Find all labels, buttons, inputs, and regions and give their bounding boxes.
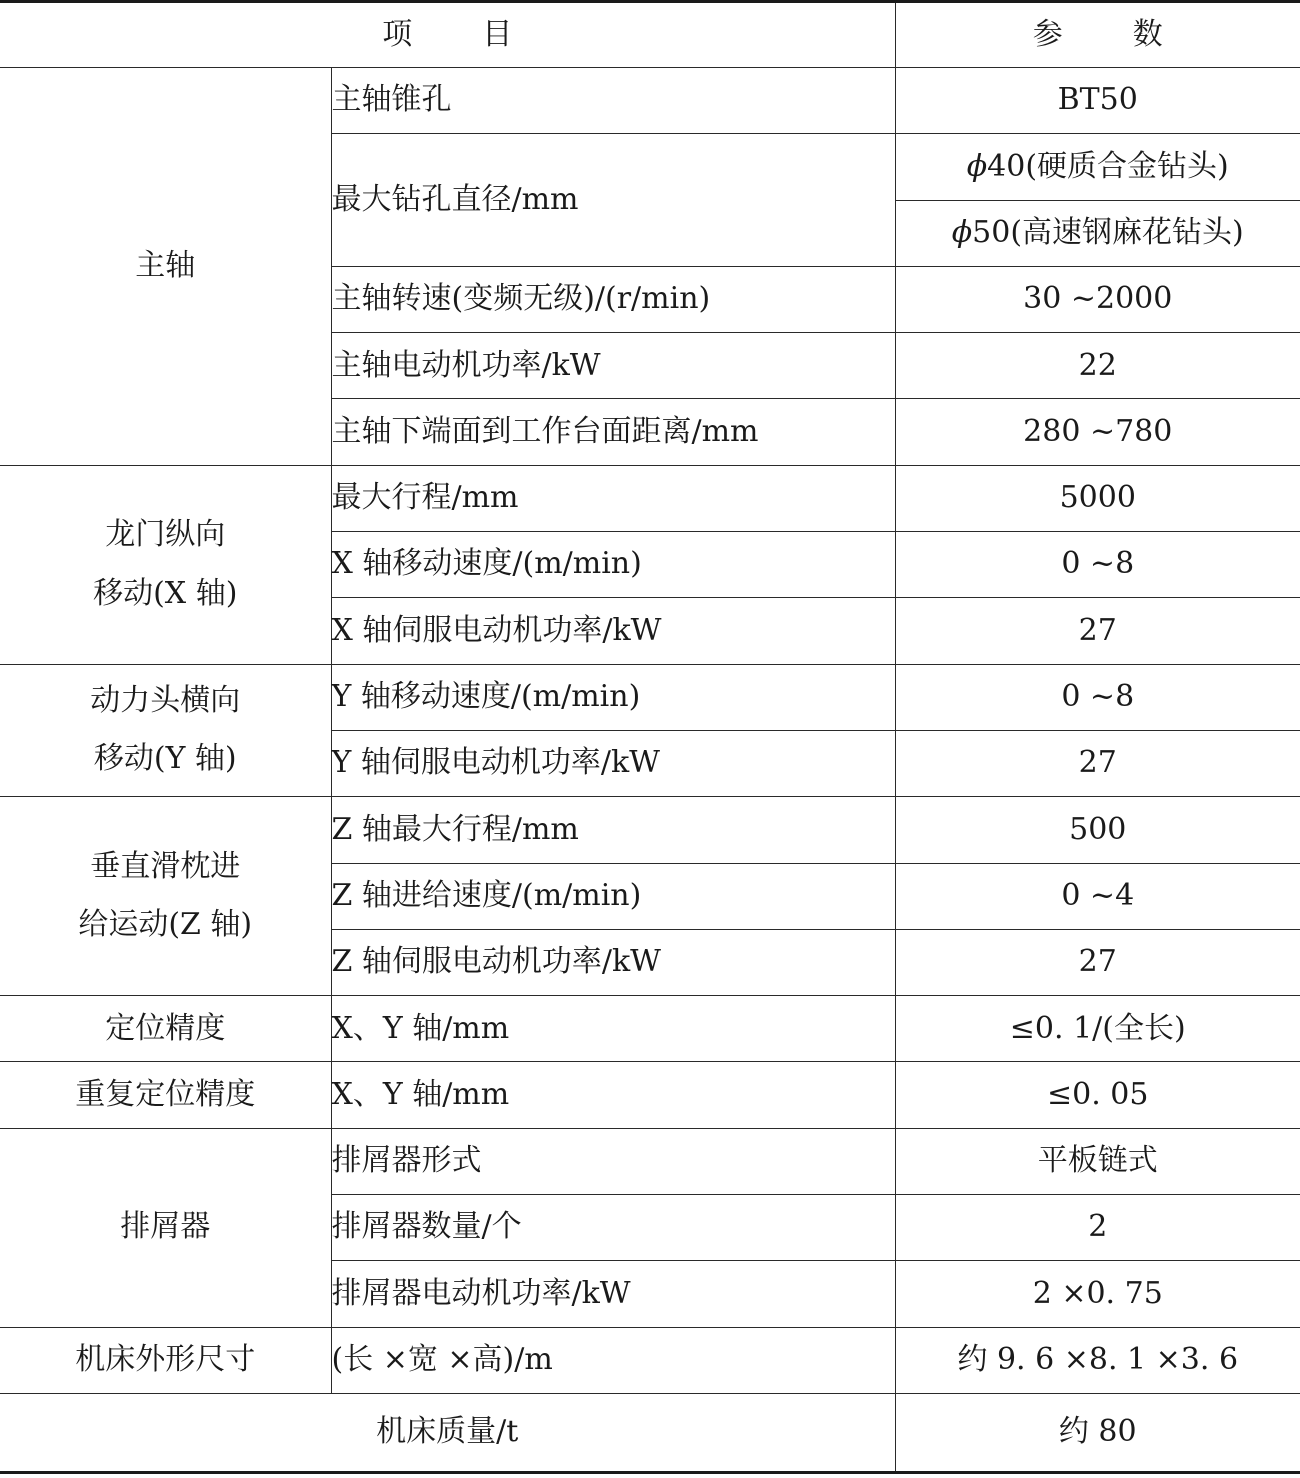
header-parameter: 参 数 <box>895 2 1300 68</box>
item-cell: 最大钻孔直径/mm <box>331 134 895 267</box>
table-row <box>0 1128 1300 1194</box>
group-x-axis: 龙门纵向 移动(X 轴) <box>0 465 331 664</box>
item-cell: 排屑器数量/个 <box>331 1195 895 1261</box>
value-cell: 27 <box>895 730 1300 796</box>
value-cell: 约 9. 6 ×8. 1 ×3. 6 <box>895 1327 1300 1393</box>
value-cell: 0 ~4 <box>895 863 1300 929</box>
table-row <box>0 797 1300 863</box>
value-cell: ≤0. 1/(全长) <box>895 996 1300 1062</box>
item-cell: Z 轴最大行程/mm <box>331 797 895 863</box>
table-row <box>0 996 1300 1062</box>
item-cell: X、Y 轴/mm <box>331 1062 895 1128</box>
item-cell: 排屑器电动机功率/kW <box>331 1261 895 1327</box>
item-cell: Y 轴移动速度/(m/min) <box>331 664 895 730</box>
value-cell: BT50 <box>895 68 1300 134</box>
item-cell: 主轴转速(变频无级)/(r/min) <box>331 266 895 332</box>
table-row <box>0 1393 1300 1472</box>
value-cell: 0 ~8 <box>895 664 1300 730</box>
item-cell: (长 ×宽 ×高)/m <box>331 1327 895 1393</box>
item-cell: 主轴下端面到工作台面距离/mm <box>331 399 895 465</box>
item-cell: Z 轴伺服电动机功率/kW <box>331 929 895 995</box>
table-row <box>0 1327 1300 1393</box>
value-cell: ϕ50(高速钢麻花钻头) <box>895 200 1300 266</box>
value-cell: 平板链式 <box>895 1128 1300 1194</box>
group-z-axis: 垂直滑枕进 给运动(Z 轴) <box>0 797 331 996</box>
group-chip-conveyor: 排屑器 <box>0 1128 331 1327</box>
table-row <box>0 1062 1300 1128</box>
item-cell: 最大行程/mm <box>331 465 895 531</box>
value-cell: 22 <box>895 333 1300 399</box>
value-cell: ϕ40(硬质合金钻头) <box>895 134 1300 200</box>
value-cell: 约 80 <box>895 1393 1300 1472</box>
value-cell: ≤0. 05 <box>895 1062 1300 1128</box>
header-item: 项 目 <box>0 2 895 68</box>
group-y-axis: 动力头横向 移动(Y 轴) <box>0 664 331 797</box>
item-cell: Y 轴伺服电动机功率/kW <box>331 730 895 796</box>
table-header-row <box>0 2 1300 68</box>
item-cell: 主轴锥孔 <box>331 68 895 134</box>
value-cell: 280 ~780 <box>895 399 1300 465</box>
value-cell: 0 ~8 <box>895 532 1300 598</box>
table-row <box>0 465 1300 531</box>
group-positioning-accuracy: 定位精度 <box>0 996 331 1062</box>
item-cell: 主轴电动机功率/kW <box>331 333 895 399</box>
value-cell: 30 ~2000 <box>895 266 1300 332</box>
value-cell: 27 <box>895 598 1300 664</box>
item-cell: 排屑器形式 <box>331 1128 895 1194</box>
table-row <box>0 68 1300 134</box>
value-cell: 27 <box>895 929 1300 995</box>
group-repeat-positioning: 重复定位精度 <box>0 1062 331 1128</box>
table-row <box>0 664 1300 730</box>
group-mass: 机床质量/t <box>0 1393 895 1472</box>
item-cell: X、Y 轴/mm <box>331 996 895 1062</box>
item-cell: X 轴伺服电动机功率/kW <box>331 598 895 664</box>
group-dimensions: 机床外形尺寸 <box>0 1327 331 1393</box>
value-cell: 5000 <box>895 465 1300 531</box>
value-cell: 2 ×0. 75 <box>895 1261 1300 1327</box>
value-cell: 2 <box>895 1195 1300 1261</box>
value-cell: 500 <box>895 797 1300 863</box>
item-cell: X 轴移动速度/(m/min) <box>331 532 895 598</box>
item-cell: Z 轴进给速度/(m/min) <box>331 863 895 929</box>
group-spindle: 主轴 <box>0 68 331 466</box>
